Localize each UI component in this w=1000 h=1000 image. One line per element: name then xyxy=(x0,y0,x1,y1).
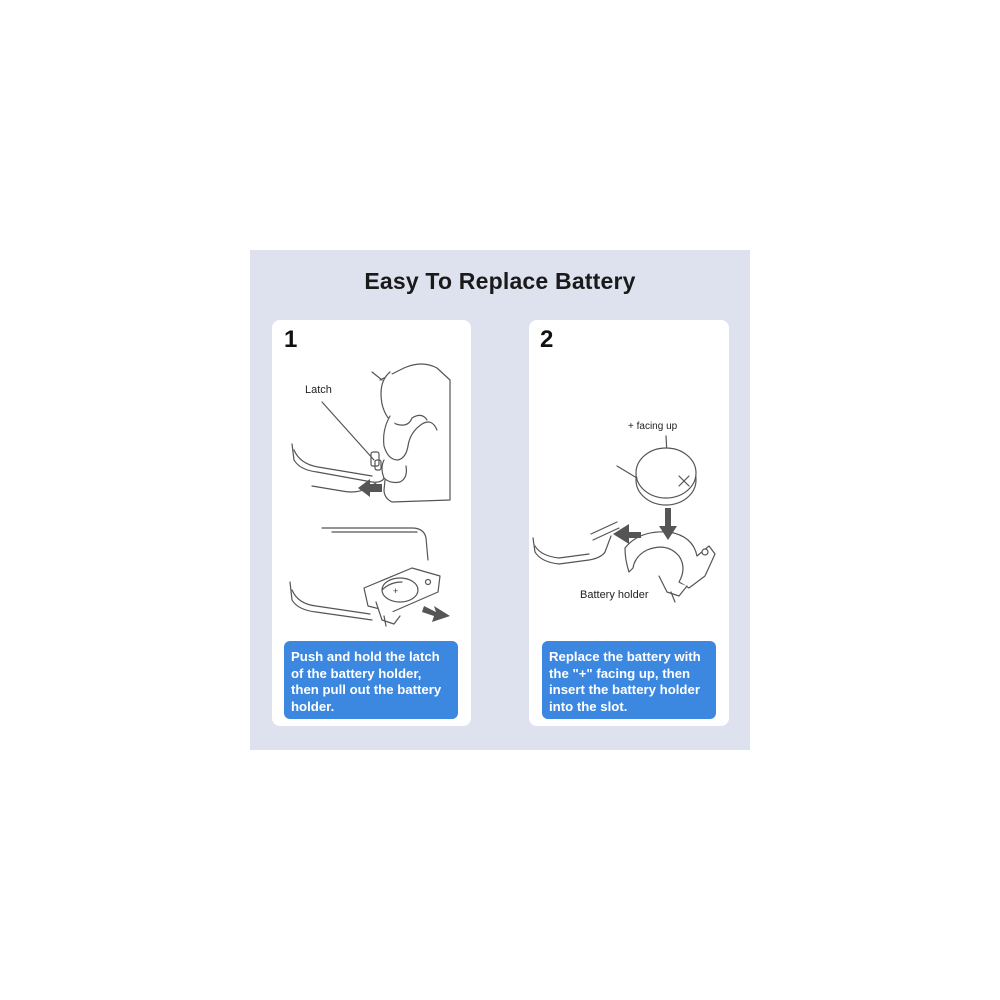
step-2-number: 2 xyxy=(540,326,554,353)
pull-arrow-icon xyxy=(422,606,450,622)
coin-battery-icon xyxy=(617,448,696,505)
step-1-illustration xyxy=(272,320,471,640)
remote-edge xyxy=(533,522,619,564)
step-2-illustration xyxy=(529,320,729,640)
hand-icon xyxy=(372,364,450,502)
step-1-number: 1 xyxy=(284,326,298,353)
page-title: Easy To Replace Battery xyxy=(364,268,636,294)
latch-label: Latch xyxy=(305,384,332,396)
facing-up-label: + facing up xyxy=(628,421,678,432)
battery-holder-icon xyxy=(625,532,715,602)
svg-text:+: + xyxy=(393,586,399,596)
latch-leader-line xyxy=(322,402,374,460)
battery-holder-label: Battery holder xyxy=(580,589,649,601)
step-1-caption: Push and hold the latch of the battery holder, then pull out the battery holder. xyxy=(284,641,458,719)
latch-icon xyxy=(371,452,381,470)
battery-holder-icon xyxy=(364,568,440,626)
step-2-caption: Replace the battery with the "+" facing up, then insert the battery holder into the slot. xyxy=(542,641,716,719)
